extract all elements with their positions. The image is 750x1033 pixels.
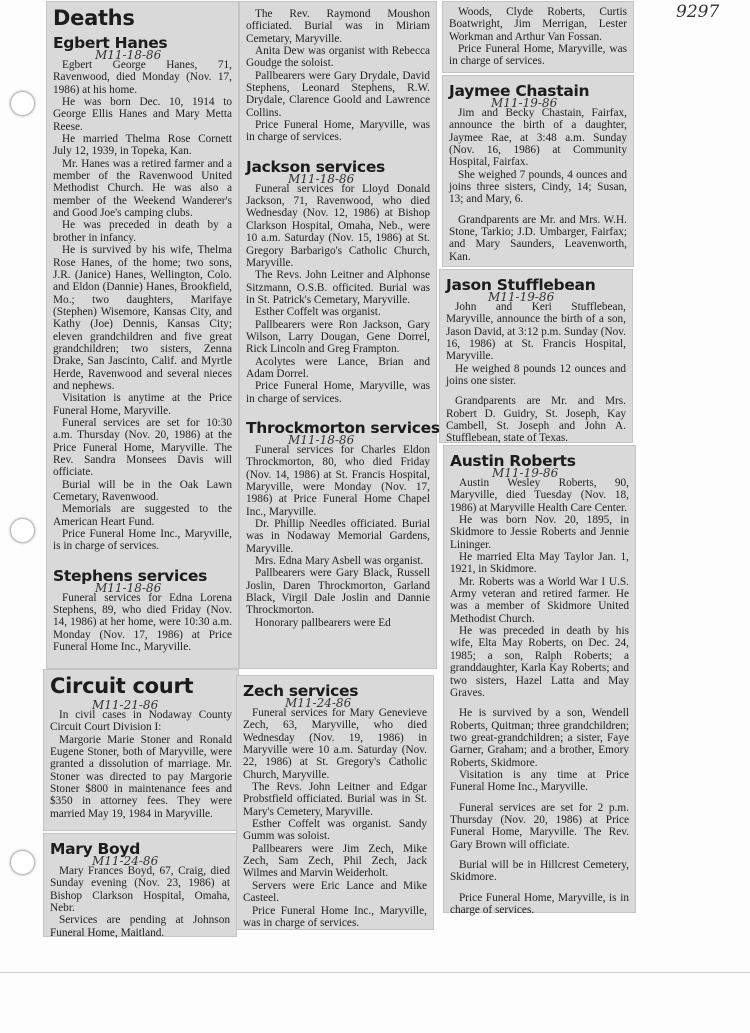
article-heading: Austin Roberts [450, 452, 576, 470]
article-paragraph: He was born Dec. 10, 1914 to George Ellis Hanes and Mary Metta Reese. [53, 96, 232, 133]
article-paragraph: Memorials are suggested to the American Heart Fund. [53, 503, 232, 528]
article-paragraph: He was born Nov. 20, 1895, in Skidmore to Jessie Roberts and Jennie Lininger. [450, 514, 629, 551]
article-paragraph: Funeral services for Edna Lorena Stephens, 89, who died Friday (Nov. 14, 1986) at her home, were 10:30 a.m. Monday (Nov. 17, 1986) at Price Funeral Home Inc., Maryville. [53, 591, 232, 654]
handwritten-date: M11-18-86 [288, 171, 355, 186]
article-paragraph: Dr. Phillip Needles officiated. Burial was in Nodaway Memorial Gardens, Maryville. [246, 518, 430, 555]
scan-edge [0, 972, 750, 973]
handwritten-date: M11-18-86 [95, 580, 162, 595]
article-paragraph: The Revs. John Leitner and Alphonse Sitzmann, O.S.B. officited. Burial was in St. Patrick's Cemetary, Maryville. [246, 269, 430, 306]
article-paragraph: Servers were Eric Lance and Mike Casteel. [243, 879, 427, 905]
handwritten-date: M11-24-86 [285, 696, 352, 710]
article [246, 158, 430, 405]
article [446, 276, 626, 445]
handwritten-date: M11-19-86 [492, 466, 559, 480]
article [53, 34, 232, 553]
section-masthead: Deaths [53, 6, 135, 30]
handwritten-date: M11-19-86 [488, 290, 555, 304]
article-paragraph: Price Funeral Home, Maryville, is in charge of services. [450, 891, 629, 916]
article-paragraph: He was preceded in death by his wife, Elta May Roberts, on Dec. 24, 1985; a son, Ralph Roberts; a granddaughter, Karla Kay Roberts; and two sisters, Hazel Latta and May Graves. [450, 625, 629, 699]
article-paragraph: He was preceded in death by a brother in infancy. [53, 219, 232, 244]
article-paragraph: Acolytes were Lance, Brian and Adam Dorrel. [246, 355, 430, 380]
article-paragraph: Services are pending at Johnson Funeral Home, Maitland. [50, 914, 230, 939]
article-paragraph: Anita Dew was organist with Rebecca Goudge the soloist. [246, 45, 430, 70]
article-paragraph: Visitation is any time at Price Funeral Home Inc., Maryville. [450, 768, 629, 794]
article-paragraph: Jim and Becky Chastain, Fairfax, announce the birth of a daughter, Jaymee Rae, at 3:48 a.m. Sunday (Nov. 16, 1986) at Community Hospital, Fairfax. [449, 107, 627, 169]
article-paragraph: Esther Coffelt was organist. Sandy Gumm was soloist. [243, 818, 427, 843]
article-heading: Mary Boyd [50, 840, 140, 858]
article-paragraph: Pallbearers were Ron Jackson, Gary Wilson, Larry Dougan, Gene Dorrel, Rick Lincoln and Greg Frampton. [246, 318, 430, 356]
article-paragraph: Burial will be in the Oak Lawn Cemetary, Ravenwood. [53, 478, 232, 504]
clipping-jason-stufflebean [440, 270, 632, 445]
article-paragraph: Egbert George Hanes, 71, Ravenwood, died Monday (Nov. 17, 1986) at his home. [53, 59, 232, 96]
article-paragraph: He married Thelma Rose Cornett July 12, 1939, in Topeka, Kan. [53, 133, 232, 158]
article-paragraph: Burial will be in Hillcrest Cemetery, Skidmore. [450, 858, 629, 884]
clipping-jaymee-chastain [443, 76, 633, 266]
article-heading: Jaymee Chastain [449, 82, 590, 100]
handwritten-date: M11-24-86 [92, 854, 159, 868]
article-paragraph: Price Funeral Home Inc., Maryville, was in charge of services. [243, 904, 427, 929]
article-paragraph: He weighed 8 pounds 12 ounces and joins one sister. [446, 362, 626, 388]
article-paragraph: Honorary pallbearers were Ed [255, 616, 391, 629]
article-paragraph: Grandparents are Mr. and Mrs. W.H. Stone, Tarkio; J.D. Umbarger, Fairfax; and Mary Saunders, Leavenworth, Kan. [449, 213, 627, 263]
clipping-austin-roberts [444, 446, 635, 916]
article-paragraph: Austin Wesley Roberts, 90, Maryville, died Tuesday (Nov. 18, 1986) at Maryville Health Care Center. [450, 477, 629, 514]
article-paragraph: Esther Coffelt was organist. [255, 306, 381, 319]
handwritten-date: M11-21-86 [92, 698, 159, 712]
article-paragraph: John and Keri Stufflebean, Maryville, announce the birth of a son, Jason David, at 3:12 p.m. Sunday (Nov. 16, 1986) at St. Francis Hospital, Maryville. [446, 301, 626, 363]
article-paragraph: Pallbearers were Gary Drydale, David Stephens, Leonard Stephens, R.W. Drydale, Clarence Goold and Lawrence Collins. [246, 69, 430, 119]
article-paragraph: Funeral services for Lloyd Donald Jackson, 71, Ravenwood, who died Wednesday (Nov. 12, 1986) at Bishop Clarkson Hospital, Omaha, Neb., were 10 a.m. Saturday (Nov. 15, 1986) at St. Gregory Barbarigo's Catholic Church, Maryville. [246, 182, 430, 269]
handwritten-date: M11-18-86 [288, 432, 355, 447]
article [449, 82, 627, 263]
article-paragraph: Woods, Clyde Roberts, Curtis Boatwright, Jim Merrigan, Lester Workman and Arthur Van Fossan. [449, 6, 627, 43]
clipping-circuit-court [44, 670, 238, 830]
article [246, 418, 440, 629]
article-paragraph: Price Funeral Home, Maryville, was in charge of services. [246, 119, 430, 144]
punch-hole [10, 91, 35, 116]
article-heading: Egbert Hanes [53, 34, 168, 52]
clipping-obituary-continuation [443, 2, 633, 72]
handwritten-date: M11-18-86 [95, 48, 162, 62]
punch-hole [10, 518, 35, 543]
article-paragraph: Price Funeral Home Inc., Maryville, is in charge of services. [53, 528, 232, 553]
handwritten-page-number: 9297 [676, 2, 720, 22]
article [50, 840, 230, 939]
article-paragraph: Funeral services are set for 10:30 a.m. Thursday (Nov. 20, 1986) at the Price Funeral Home, Maryville. The Rev. Sandra Monsees Davis will officiate. [53, 416, 232, 479]
article-heading: Jason Stufflebean [446, 276, 596, 294]
article [246, 8, 430, 144]
article-paragraph: Mr. Hanes was a retired farmer and a member of the Ravenwood United Methodist Church. He was also a member of the Weekend Wanderer's and Good Joe's camping clubs. [53, 157, 232, 220]
article-paragraph: He married Elta May Taylor Jan. 1, 1921, in Skidmore. [450, 551, 629, 576]
article-paragraph: Price Funeral Home, Maryville, was in charge of services. [246, 380, 430, 405]
clipping-mary-boyd [44, 834, 236, 939]
article-paragraph: The Rev. Raymond Moushon officiated. Burial was in Miriam Cemetary, Maryville. [246, 8, 430, 45]
article-paragraph: Pallbearers were Gary Black, Russell Joslin, Daren Throckmorton, Garland Black, Virgil Dale Joslin and Dannie Throckmorton. [246, 567, 430, 617]
article-paragraph: Visitation is anytime at the Price Funeral Home, Maryville. [53, 392, 232, 417]
article-paragraph: Grandparents are Mr. and Mrs. Robert D. Guidry, St. Joseph, Kay Cambell, St. Joseph and John A. Stufflebean, state of Texas. [446, 395, 626, 445]
article-paragraph: He is survived by his wife, Thelma Rose Hanes, of the home; two sons, J.R. (Janice) Hanes, Wellington, Colo. and Eldon (Dannie) Hanes, Brookfield, Mo.; two daughters, Marifaye (Stephen) Wisemore, Kansas City, and Kathy (Joe) Dennis, Kansas City; eleven grandchildren and five great grandchildren; two sisters, Zenna Drake, San Jascinto, Calif. and Myrtle Herde, Ravenwood and several nieces and nephews. [53, 244, 232, 392]
article-paragraph: Margorie Marie Stoner and Ronald Eugene Stoner, both of Maryville, were granted a dissolution of marriage. Mr. Stoner was directed to pay Margorie Stoner $800 in maintenance fees and $350 in attorney fees. They were married May 19, 1984 in Maryville. [50, 733, 232, 820]
article-paragraph: Funeral services are set for 2 p.m. Thursday (Nov. 20, 1986) at Price Funeral Home, Maryville. The Rev. Gary Brown will officiate. [450, 801, 629, 851]
article [50, 674, 232, 820]
article [53, 567, 232, 654]
article [243, 682, 427, 929]
article [450, 452, 629, 916]
article-paragraph: She weighed 7 pounds, 4 ounces and joins three sisters, Cindy, 14; Susan, 13; and Mary, 6. [449, 168, 627, 206]
article-heading: Stephens services [53, 566, 208, 585]
article-heading: Jackson services [246, 157, 385, 176]
article-paragraph: Funeral services for Charles Eldon Throckmorton, 80, who died Friday (Nov. 14, 1986) at St. Francis Hospital, Maryville, were Monday (Nov. 17, 1986) at Price Funeral Home Chapel Inc., Maryville. [246, 443, 430, 518]
article-paragraph: He is survived by a son, Wendell Roberts, Quitman; three grandchildren; two great-grandchildren; a sister, Faye Garner, Graham; and a brother, Emory Roberts, Skidmore. [450, 707, 629, 769]
article-heading: Throckmorton services [246, 418, 440, 437]
article-heading: Circuit court [50, 674, 194, 698]
article [449, 6, 627, 68]
article-paragraph: Mr. Roberts was a World War I U.S. Army veteran and retired farmer. He was a member of Skidmore United Methodist Church. [450, 575, 629, 625]
article-heading: Zech services [243, 682, 359, 700]
article-paragraph: In civil cases in Nodaway County Circuit Court Division I: [50, 709, 232, 734]
article-paragraph: Mrs. Edna Mary Asbell was organist. [255, 555, 424, 568]
article-paragraph: Price Funeral Home, Maryville, was in charge of services. [449, 43, 627, 68]
article-paragraph: The Revs. John Leitner and Edgar Probstfield officiated. Burial was in St. Mary's Cemetery, Maryville. [243, 781, 427, 818]
clipping-deaths-column [47, 2, 238, 668]
article-paragraph: Mary Frances Boyd, 67, Craig, died Sunday evening (Nov. 23, 1986) at Bishop Clarkson Hospital, Omaha, Nebr. [50, 865, 230, 915]
handwritten-date: M11-19-86 [491, 96, 558, 110]
punch-hole [10, 850, 35, 875]
clipping-middle-column [240, 2, 440, 668]
article-paragraph: Pallbearers were Jim Zech, Mike Zech, Sam Zech, Phil Zech, Jack Wilmes and Marvin Weiderholt. [243, 842, 427, 880]
clipping-zech-services [237, 676, 433, 929]
article-paragraph: Funeral services for Mary Genevieve Zech, 63, Maryville, who died Wednesday (Nov. 19, 1986) in Maryville were 10 a.m. Saturday (Nov. 22, 1986) at St. Gregory's Catholic Church, Maryville. [243, 707, 427, 781]
